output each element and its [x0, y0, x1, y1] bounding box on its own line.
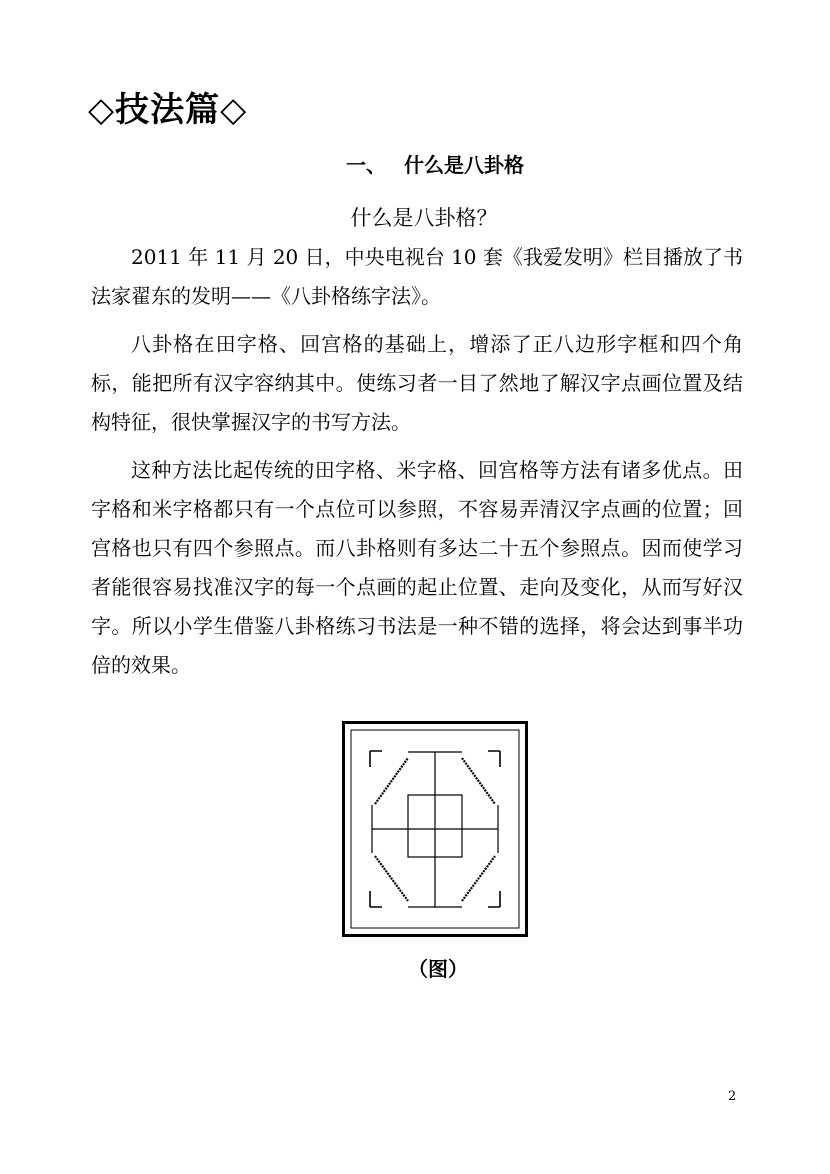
section-title: 什么是八卦格	[404, 153, 524, 177]
body-text	[91, 238, 743, 694]
corner-mark	[370, 751, 382, 767]
bagua-grid-figure	[342, 721, 528, 937]
octagon-edge	[375, 758, 408, 804]
octagon-edge	[462, 758, 495, 804]
main-title: ◇技法篇◇	[88, 90, 248, 130]
sub-heading: 什么是八卦格？	[350, 206, 498, 230]
figure-caption: （图）	[408, 957, 468, 981]
section-number: 一、	[346, 153, 386, 177]
corner-mark	[488, 891, 500, 907]
bagua-grid-icon	[342, 721, 528, 937]
corner-mark	[488, 751, 500, 767]
octagon-edge	[375, 856, 408, 901]
paragraph: 这种方法比起传统的田字格、米字格、回宫格等方法有诸多优点。田字格和米字格都只有一个点位可以参照，不容易弄清汉字点画的位置；回宫格也只有四个参照点。而八卦格则有多达二十五个参照点。因而使学习者能很容易找准汉字的每一个点画的起止位置、走向及变化，从而写好汉字。所以小学生借鉴八卦格练习书法是一种不错的选择，将会达到事半功倍的效果。	[91, 458, 743, 677]
paragraph: 八卦格在田字格、回宫格的基础上，增添了正八边形字框和四个角标，能把所有汉字容纳其中。使练习者一目了然地了解汉字点画位置及结构特征，很快掌握汉字的书写方法。	[91, 332, 743, 434]
section-heading	[0, 148, 830, 182]
corner-mark	[370, 891, 382, 907]
page-number: 2	[728, 1089, 737, 1104]
paragraph: 2011 年 11 月 20 日，中央电视台 10 套《我爱发明》栏目播放了书法家翟东的发明——《八卦格练字法》。	[91, 245, 743, 308]
octagon-edge	[462, 856, 495, 901]
